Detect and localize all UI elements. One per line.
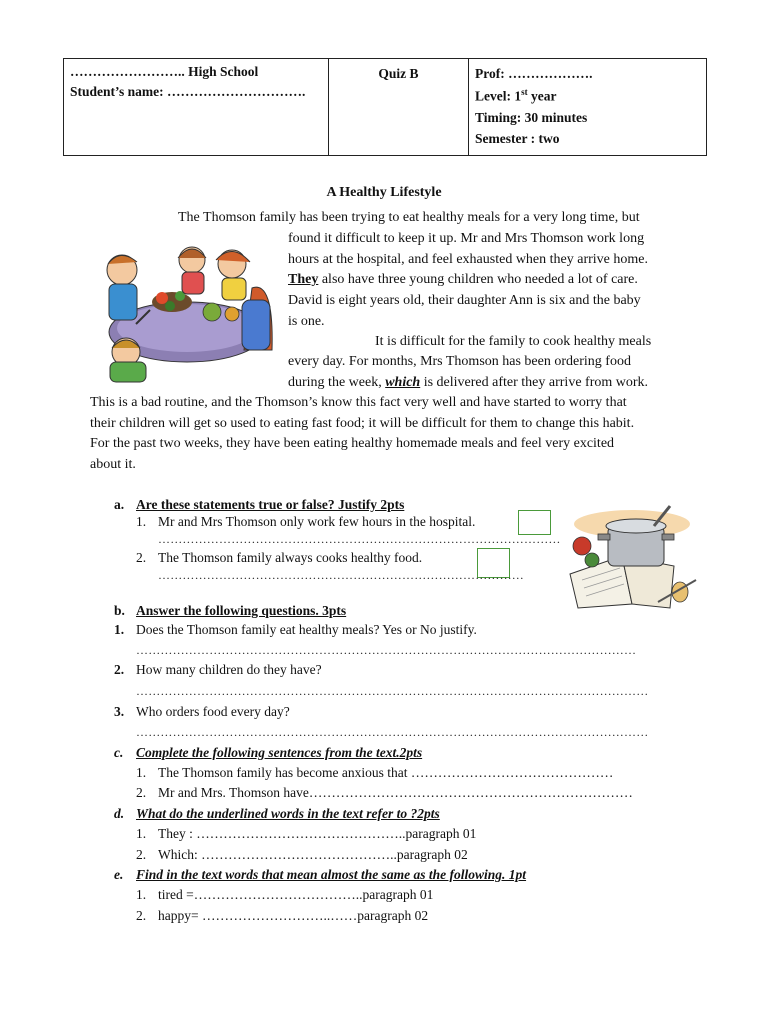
section-b-item-1-answer-line[interactable]: …………………………………………………………………………………………………………… (136, 643, 637, 657)
section-e-item-2-number: 2. (136, 908, 147, 923)
section-a-item-2-number: 2. (136, 550, 147, 565)
section-c-item-1-number: 1. (136, 765, 147, 780)
section-a-item-1-text: Mr and Mrs Thomson only work few hours in the hospital. (158, 514, 476, 529)
section-e-heading: Find in the text words that mean almost the same as the following. 1pt (136, 867, 527, 882)
paragraph-1-line-6: is one. (288, 314, 325, 329)
section-b-letter: b. (114, 603, 125, 618)
paragraph-2-line-4: This is a bad routine, and the Thomson’s know this fact very well and have started to worry that (90, 395, 627, 410)
semester-field: Semester : two (475, 130, 560, 146)
section-b-item-2-text: How many children do they have? (136, 662, 322, 677)
section-e-item-1-text: tired =………………………………..paragraph 01 (158, 887, 434, 902)
section-a-item-1-answer-line[interactable]: ……………………………………………………………………………………… (158, 532, 561, 546)
section-d-heading: What do the underlined words in the text refer to ?2pts (136, 806, 440, 821)
paragraph-1-line-4: They also have three young children who needed a lot of care. (288, 272, 638, 287)
paragraph-2-line-5: their children will get so used to eating fast food; it will be difficult for them to change this habit. (90, 416, 635, 431)
paragraph-2-line-7: about it. (90, 457, 136, 472)
paragraph-1-line-1: The Thomson family has been trying to eat healthy meals for a very long time, but (178, 210, 640, 225)
header-quiz-cell (329, 59, 469, 155)
section-a-letter: a. (114, 497, 125, 512)
paragraph-1-line-3: hours at the hospital, and feel exhausted when they arrive home. (288, 252, 648, 267)
section-c-item-2-number: 2. (136, 785, 147, 800)
section-d-item-2-number: 2. (136, 847, 147, 862)
section-b-item-1-number: 1. (114, 622, 125, 637)
section-e-letter: e. (114, 867, 124, 882)
header-info-cell (469, 59, 706, 155)
section-e-item-1-number: 1. (136, 887, 147, 902)
paragraph-2-line-6: For the past two weeks, they have been eating healthy homemade meals and feel very excited (90, 436, 615, 451)
section-d-item-1-text: They : ………………………………………..paragraph 01 (158, 826, 477, 841)
quiz-label: Quiz B (378, 66, 419, 81)
paragraph-2-line-1: It is difficult for the family to cook healthy meals (375, 334, 652, 349)
section-a-item-2-answer-line[interactable]: ……………………………………………………………………………… (158, 568, 524, 582)
header-table (63, 58, 707, 156)
student-name-field: Student’s name: …………………………. (70, 84, 306, 99)
section-c-letter: c. (114, 745, 124, 760)
school-name: …………………….. High School (70, 64, 259, 79)
underlined-word-they: They (288, 272, 319, 287)
paragraph-1-line-5: David is eight years old, their daughter Ann is six and the baby (288, 293, 641, 308)
cooking-pot-illustration (562, 504, 702, 614)
family-dinner-illustration (92, 240, 276, 384)
section-a-item-1-number: 1. (136, 514, 147, 529)
underlined-word-which: which (385, 375, 421, 390)
section-a-heading: Are these statements true or false? Justify 2pts (136, 497, 405, 512)
section-e-item-2-text: happy= ………………………..……paragraph 02 (158, 908, 429, 923)
section-b-item-2-number: 2. (114, 662, 125, 677)
section-c-item-2-text: Mr and Mrs. Thomson have……………………………………………………………… (158, 785, 633, 800)
paragraph-2-line-3: during the week, which is delivered after they arrive from work. (288, 375, 649, 390)
header-school-cell (64, 59, 329, 155)
section-b-item-3-number: 3. (114, 704, 125, 719)
section-b-item-3-text: Who orders food every day? (136, 704, 290, 719)
prof-field: Prof: ………………. (475, 66, 593, 81)
section-b-item-1-text: Does the Thomson family eat healthy meals? Yes or No justify. (136, 622, 477, 637)
level-field: Level: 1st year (475, 87, 557, 104)
paragraph-1-line-2: found it difficult to keep it up. Mr and Mrs Thomson work long (288, 231, 645, 246)
section-d-item-2-text: Which: ……………………………………..paragraph 02 (158, 847, 468, 862)
section-b-item-3-answer-line[interactable]: ……………………………………………………………………………………………………………… (136, 725, 649, 739)
text-title: A Healthy Lifestyle (326, 185, 442, 200)
section-d-letter: d. (114, 806, 125, 821)
paragraph-2-line-2: every day. For months, Mrs Thomson has been ordering food (288, 354, 631, 369)
section-a-item-2-text: The Thomson family always cooks healthy food. (158, 550, 423, 565)
section-c-heading: Complete the following sentences from the text.2pts (136, 745, 423, 760)
section-b-item-2-answer-line[interactable]: ……………………………………………………………………………………………………………… (136, 684, 649, 698)
timing-field: Timing: 30 minutes (475, 109, 588, 125)
section-c-item-1-text: The Thomson family has become anxious that ……………………………………… (158, 765, 614, 780)
section-b-heading: Answer the following questions. 3pts (136, 603, 347, 618)
section-d-item-1-number: 1. (136, 826, 147, 841)
